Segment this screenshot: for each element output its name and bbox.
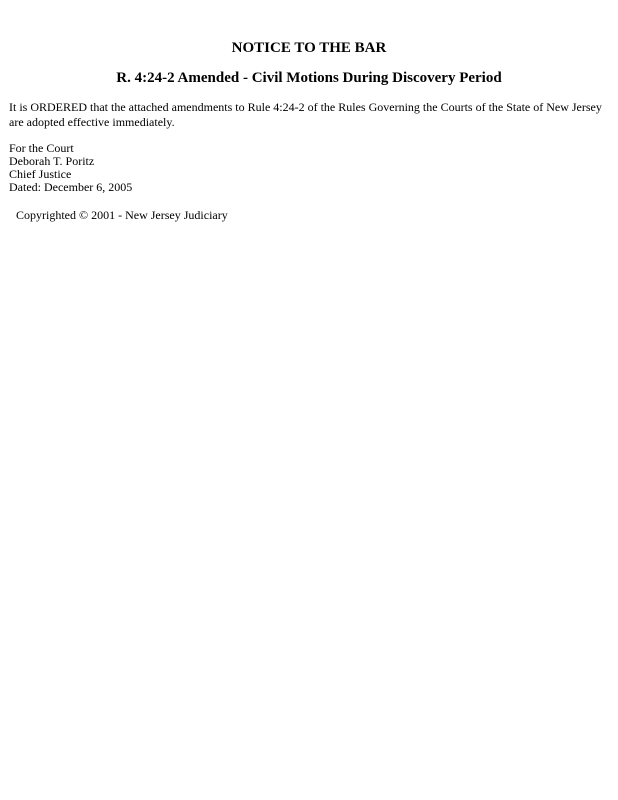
copyright-notice: Copyrighted © 2001 - New Jersey Judiciary [16,208,228,222]
page-title: NOTICE TO THE BAR [231,40,387,56]
order-paragraph: It is ORDERED that the attached amendments to Rule 4:24-2 of the Rules Governing the Courts of the State of New Jersey are adopted effective immediately. [9,100,602,129]
rule-subtitle: R. 4:24-2 Amended - Civil Motions During Discovery Period [116,70,502,86]
signature-title: Chief Justice [9,167,72,181]
signature-date: Dated: December 6, 2005 [9,180,133,194]
signature-for-court: For the Court [9,141,74,155]
signature-name: Deborah T. Poritz [9,154,95,168]
signature-block [9,142,132,194]
